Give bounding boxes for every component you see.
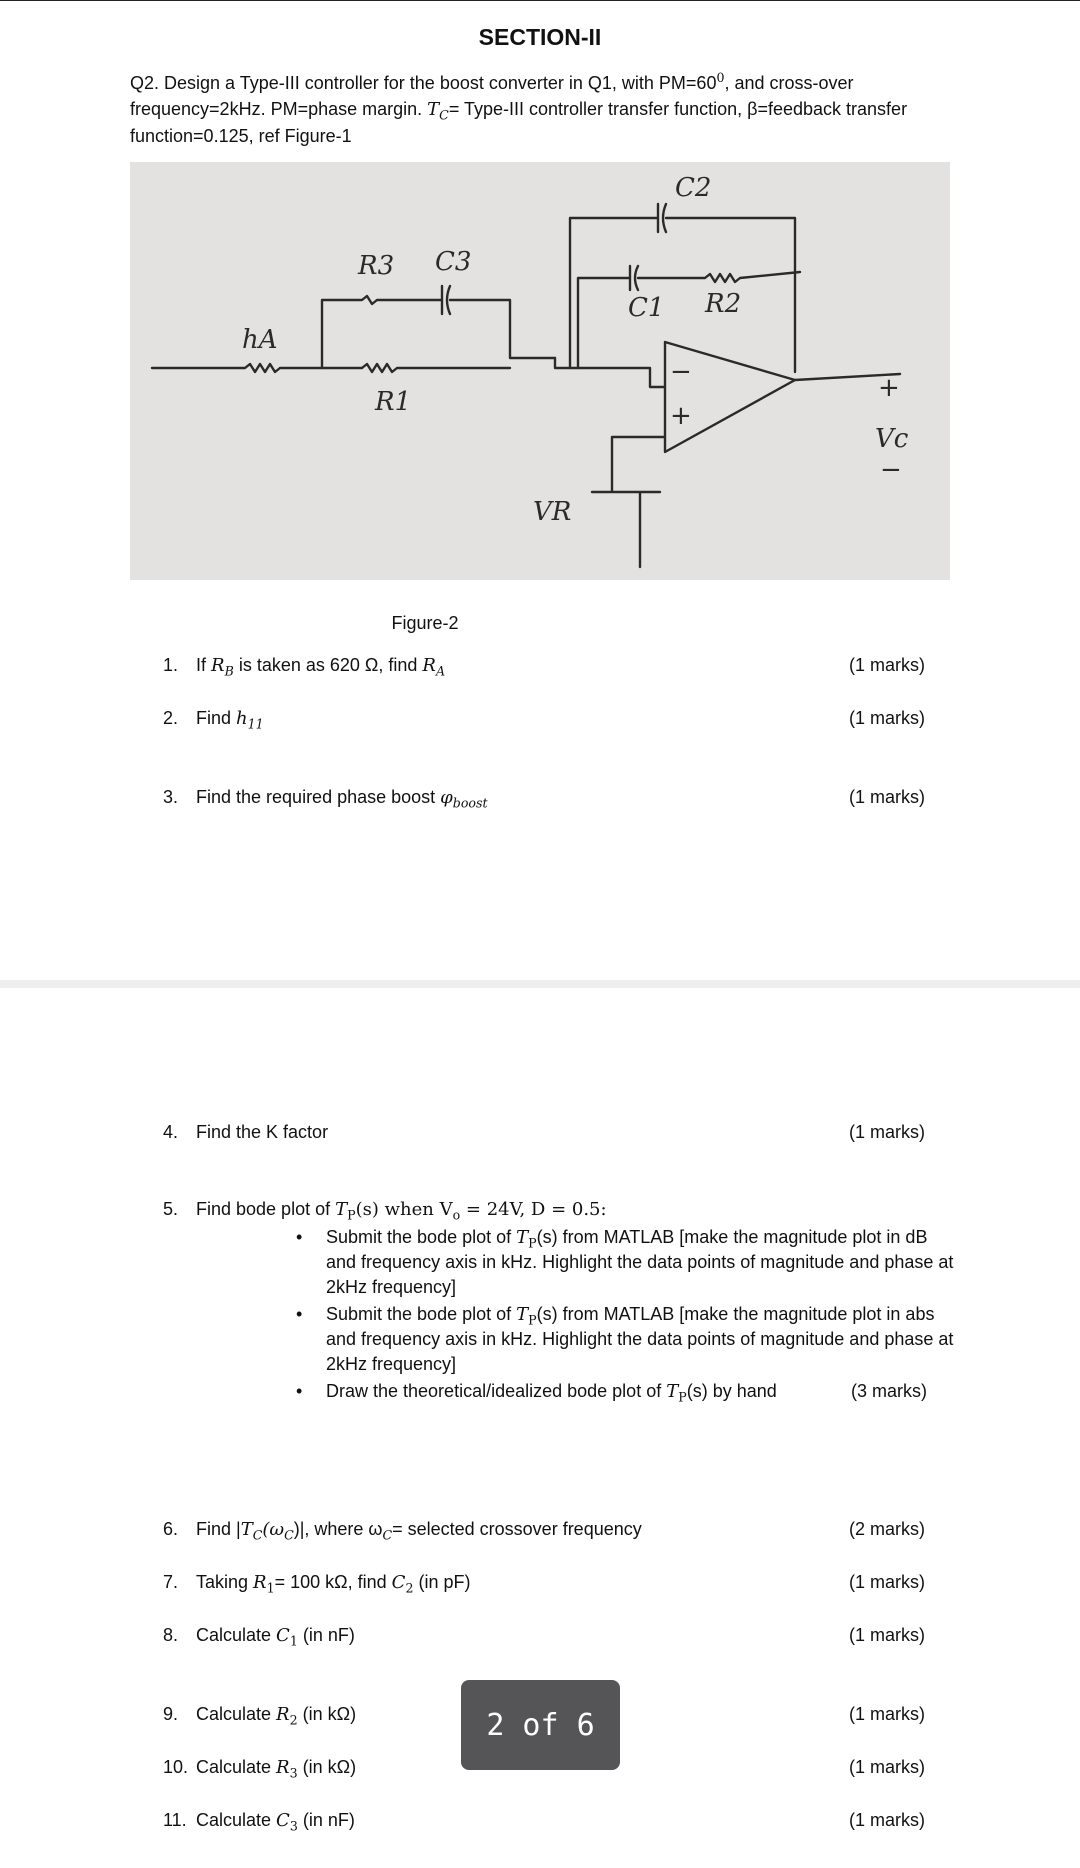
marks-q5: (3 marks): [851, 1381, 927, 1401]
output-plus-sign: +: [878, 373, 900, 403]
label-vr: VR: [533, 497, 572, 527]
r3-c3-branch: [322, 286, 555, 368]
figure-caption: Figure-2: [391, 613, 459, 633]
section-title: SECTION-II: [478, 24, 602, 50]
opamp-plus-sign: +: [670, 401, 692, 431]
marks-q7: (1 marks): [849, 1572, 925, 1592]
intro-tc-symbol: T: [427, 99, 440, 120]
opamp-minus-sign: −: [670, 357, 692, 387]
marks-q9: (1 marks): [849, 1704, 925, 1724]
page-separator: [0, 980, 1080, 988]
intro-tc-subscript: C: [439, 107, 449, 123]
label-r1: R1: [375, 387, 412, 417]
marks-q2: (1 marks): [849, 708, 925, 728]
label-vc: Vc: [875, 424, 909, 454]
intro-degree: 0: [716, 70, 725, 85]
bullet-item: • Submit the bode plot of $T_P(s)$ from MATLAB [make the magnitude plot in dB and frequency axis in kHz. Highlight the data points of magnitude and phase at 2kHz frequency]: [296, 1227, 954, 1297]
input-wire: [152, 364, 362, 372]
top-rule: [0, 0, 1080, 1]
q5-bullet-list: [296, 1225, 956, 1406]
label-r2: R2: [705, 289, 742, 319]
question-intro: [130, 70, 950, 149]
label-ha: hA: [242, 325, 278, 355]
marks-q6: (2 marks): [849, 1519, 925, 1539]
circuit-figure: [130, 162, 950, 580]
marks-q8: (1 marks): [849, 1625, 925, 1645]
intro-part3: = Type-III controller transfer function, β=feedback transfer function=0.125, ref Figure-1: [130, 99, 908, 146]
intro-part1: Q2. Design a Type-III controller for the boost converter in Q1, with PM=60: [130, 73, 717, 93]
page-indicator-badge: 2 of 6: [461, 1680, 620, 1770]
marks-q1: (1 marks): [849, 655, 925, 675]
c1-r2-feedback: [578, 266, 800, 368]
vr-wire: [592, 437, 665, 567]
intro-part2: , and cross-over frequency=2kHz. PM=phase margin.: [130, 73, 854, 119]
bullet-item: • Submit the bode plot of $T_P(s)$ from MATLAB [make the magnitude plot in abs and frequency axis in kHz. Highlight the data points of magnitude and phase at 2kHz frequency]: [296, 1304, 954, 1374]
label-c2: C2: [675, 173, 712, 203]
marks-q10: (1 marks): [849, 1757, 925, 1777]
marks-q3: (1 marks): [849, 787, 925, 807]
bullet-item: • Draw the theoretical/idealized bode plot of $T_P(s)$ by hand (3 marks): [296, 1381, 927, 1405]
output-minus-sign: −: [880, 455, 902, 485]
label-c1: C1: [628, 293, 665, 323]
inverting-node-wire: [555, 358, 665, 387]
label-c3: C3: [435, 247, 472, 277]
type3-compensator-schematic: [130, 162, 950, 580]
marks-q4: (1 marks): [849, 1122, 925, 1142]
label-r3: R3: [358, 251, 395, 281]
marks-q11: (1 marks): [849, 1810, 925, 1830]
r1-resistor: [362, 364, 510, 372]
